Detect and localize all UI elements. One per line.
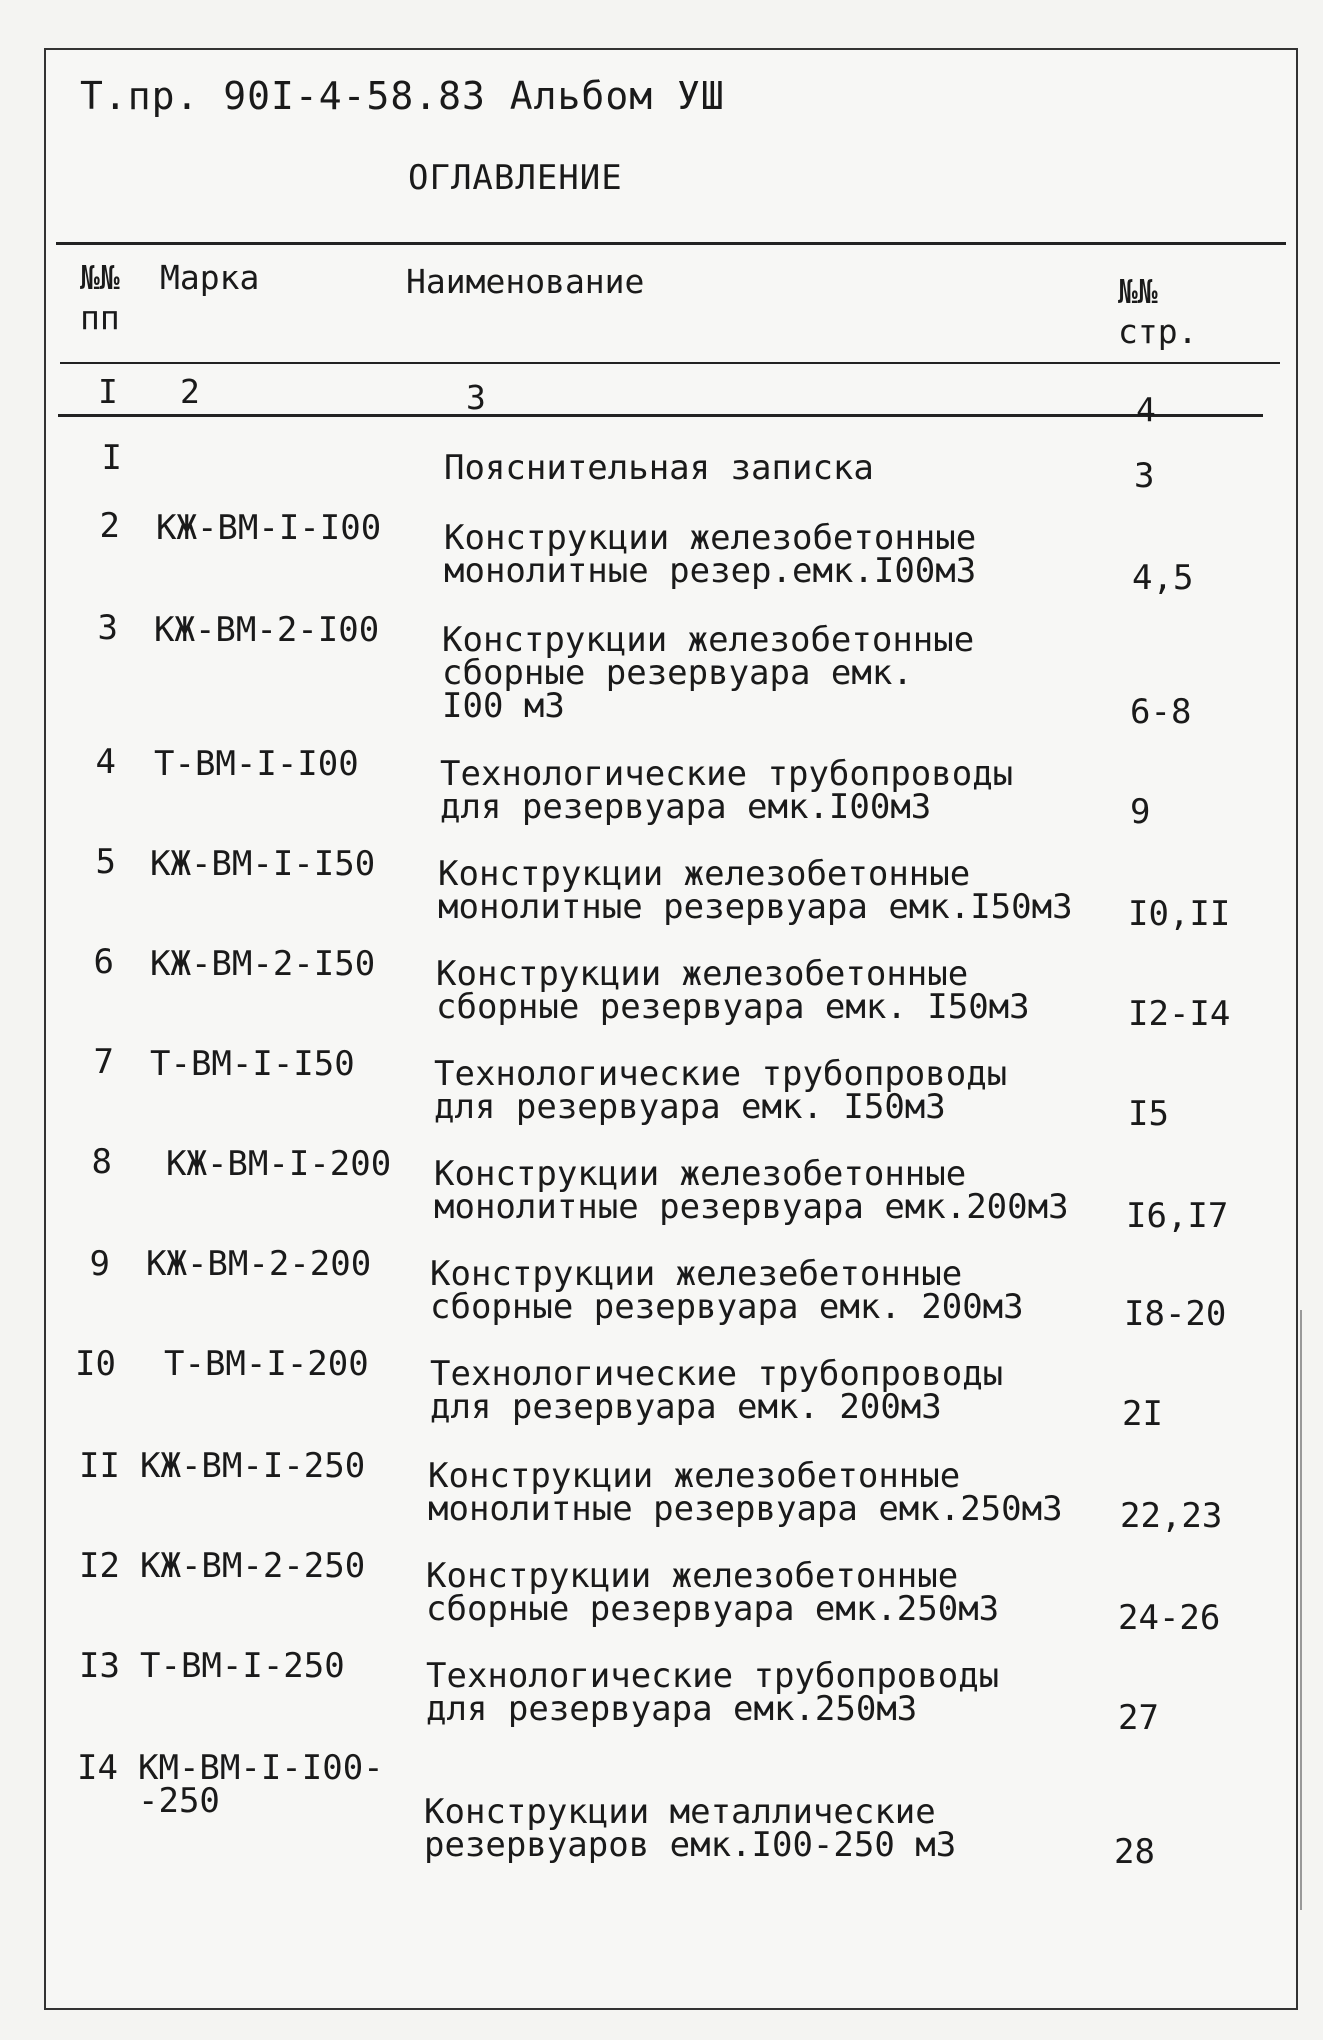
row-mark: КЖ-ВМ-2-250: [140, 1546, 366, 1586]
row-number: 5: [95, 842, 116, 882]
row-page: I2-I4: [1128, 994, 1231, 1034]
header-num-top: №№: [80, 258, 120, 297]
row-name: Пояснительная записка: [444, 448, 874, 488]
row-name: Конструкции железобетонные монолитные резер.емк.I00м3: [444, 518, 977, 591]
row-page: 24-26: [1118, 1598, 1221, 1638]
header-page-top: №№: [1118, 272, 1158, 311]
row-name: Технологические трубопроводы для резервуара емк. I50м3: [434, 1054, 1008, 1127]
header-page-col: [1118, 272, 1197, 352]
row-number: 8: [91, 1142, 112, 1182]
row-page: 22,23: [1120, 1496, 1223, 1536]
row-name: Технологические трубопроводы для резервуара емк. 200м3: [430, 1354, 1004, 1427]
column-number-2: 2: [180, 372, 200, 411]
row-page: I8-20: [1124, 1294, 1227, 1334]
document-title: ОГЛАВЛЕНИЕ: [408, 158, 623, 198]
header-bottom-rule: [60, 362, 1280, 364]
header-page-bottom: стр.: [1118, 312, 1198, 351]
row-number: I4: [77, 1748, 118, 1788]
row-page: 6-8: [1130, 692, 1192, 732]
column-number-3: 3: [466, 378, 486, 417]
header-mark: Марка: [160, 258, 260, 297]
row-name: Технологические трубопроводы для резервуара емк.I00м3: [440, 754, 1014, 827]
row-page: 4,5: [1132, 558, 1194, 598]
row-name: Конструкции железобетонные монолитные резервуара емк.250м3: [428, 1456, 1063, 1529]
header-top-rule: [56, 242, 1286, 245]
row-number: 6: [93, 942, 114, 982]
row-mark: КЖ-ВМ-I-I50: [150, 844, 376, 884]
row-name: Технологические трубопроводы для резервуара емк.250м3: [426, 1656, 1000, 1729]
row-page: 27: [1118, 1698, 1159, 1738]
colnum-bottom-rule: [58, 414, 1263, 417]
row-mark: Т-ВМ-I-250: [140, 1646, 345, 1686]
header-num-bottom: пп: [80, 298, 120, 337]
row-mark: КЖ-ВМ-I-200: [166, 1144, 392, 1184]
row-number: 3: [97, 608, 118, 648]
row-page: 9: [1130, 792, 1151, 832]
row-name: Конструкции железобетонные сборные резервуара емк. I50м3: [436, 954, 1030, 1027]
row-name: Конструкции железобетонные монолитные резервуара емк.I50м3: [438, 854, 1073, 927]
row-page: 28: [1114, 1832, 1155, 1872]
row-mark: КМ-ВМ-I-I00- -250: [138, 1748, 384, 1821]
row-mark: КЖ-ВМ-2-200: [146, 1244, 372, 1284]
row-mark: КЖ-ВМ-2-I50: [150, 944, 376, 984]
column-number-1: I: [98, 372, 118, 411]
row-name: Конструкции железобетонные сборные резервуара емк. I00 м3: [442, 620, 975, 726]
row-name: Конструкции железобетонные монолитные резервуара емк.200м3: [434, 1154, 1069, 1227]
row-number: 2: [99, 506, 120, 546]
row-number: I2: [79, 1546, 120, 1586]
row-mark: КЖ-ВМ-I-250: [140, 1446, 366, 1486]
row-number: II: [79, 1446, 120, 1486]
row-number: 4: [95, 742, 116, 782]
row-mark: Т-ВМ-I-I50: [150, 1044, 355, 1084]
row-page: I6,I7: [1126, 1196, 1229, 1236]
row-number: I0: [75, 1344, 116, 1384]
row-page: I5: [1128, 1094, 1169, 1134]
row-name: Конструкции железебетонные сборные резервуара емк. 200м3: [430, 1254, 1024, 1327]
header-name: Наименование: [406, 262, 645, 301]
scan-edge-line: [1300, 1310, 1302, 1910]
row-page: 3: [1134, 456, 1155, 496]
row-page: I0,II: [1128, 894, 1231, 934]
header-num-col: [80, 258, 120, 338]
row-name: Конструкции железобетонные сборные резервуара емк.250м3: [426, 1556, 1000, 1629]
row-page: 2I: [1122, 1394, 1163, 1434]
row-number: I3: [79, 1646, 120, 1686]
row-mark: Т-ВМ-I-200: [164, 1344, 369, 1384]
document-code: Т.пр. 90I-4-58.83 Альбом УШ: [80, 74, 725, 118]
row-mark: Т-ВМ-I-I00: [154, 744, 359, 784]
column-number-4: 4: [1136, 390, 1156, 429]
row-mark: КЖ-ВМ-I-I00: [156, 508, 382, 548]
row-name: Конструкции металлические резервуаров емк.I00-250 м3: [424, 1792, 957, 1865]
row-mark: КЖ-ВМ-2-I00: [154, 610, 380, 650]
row-number: 7: [93, 1042, 114, 1082]
row-number: 9: [89, 1244, 110, 1284]
row-number: I: [101, 438, 122, 478]
